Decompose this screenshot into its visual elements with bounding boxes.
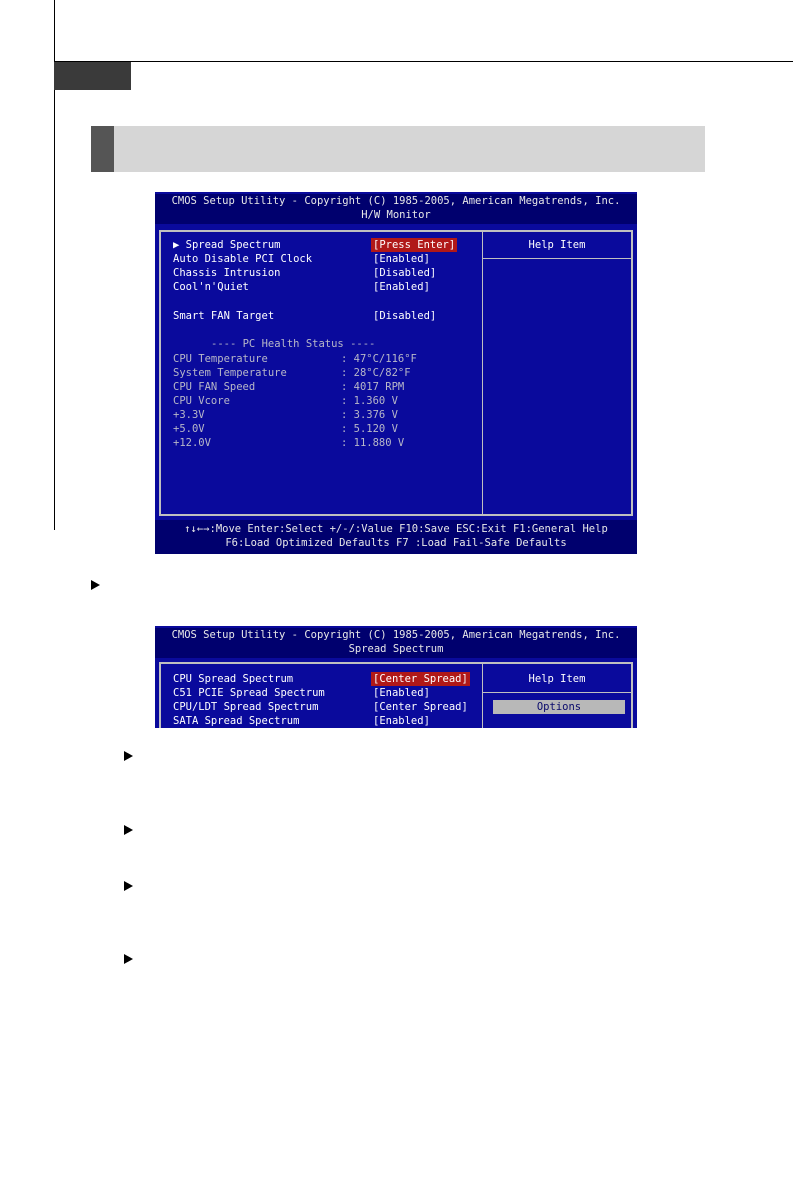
bios-screen-spread-spectrum [155, 626, 637, 728]
health-value: : 4017 RPM [341, 381, 405, 393]
bios-title-bar [155, 628, 637, 658]
spread-spectrum-value[interactable]: [Press Enter] [373, 239, 456, 251]
cpu-ldt-spread-spectrum-value[interactable]: [Center Spread] [373, 701, 468, 713]
health-value: : 1.360 V [341, 395, 398, 407]
bios-title: CMOS Setup Utility - Copyright (C) 1985-2005, American Megatrends, Inc. [171, 195, 621, 207]
bullet-arrow-icon [124, 954, 133, 964]
bios-key-help-bar [155, 520, 637, 554]
options-label: Options [493, 700, 625, 714]
health-value: : 28°C/82°F [341, 367, 411, 379]
smart-fan-target-value[interactable]: [Disabled] [373, 310, 437, 322]
help-title-divider [483, 258, 631, 259]
bullet-arrow-icon [124, 751, 133, 761]
health-label: CPU FAN Speed [173, 381, 256, 393]
health-label: CPU Vcore [173, 395, 230, 407]
bullet-arrow-icon [124, 825, 133, 835]
health-value: : 3.376 V [341, 409, 398, 421]
health-value: : 5.120 V [341, 423, 398, 435]
menu-item-c51-pcie-spread-spectrum[interactable]: C51 PCIE Spread Spectrum [173, 687, 325, 699]
bios-title: CMOS Setup Utility - Copyright (C) 1985-2005, American Megatrends, Inc. [171, 629, 621, 641]
menu-item-sata-spread-spectrum[interactable]: SATA Spread Spectrum [173, 715, 300, 727]
health-label: +12.0V [173, 437, 211, 449]
page-tab-marker [54, 62, 131, 90]
health-label: +3.3V [173, 409, 205, 421]
cool-n-quiet-value[interactable]: [Enabled] [373, 281, 430, 293]
cpu-spread-spectrum-value[interactable]: [Center Spread] [373, 673, 468, 685]
help-item-title: Help Item [528, 239, 586, 251]
help-divider [482, 232, 483, 514]
health-label: +5.0V [173, 423, 205, 435]
health-label: CPU Temperature [173, 353, 268, 365]
chassis-intrusion-value[interactable]: [Disabled] [373, 267, 437, 279]
key-help-line-2: F6:Load Optimized Defaults F7 :Load Fail-Safe Defaults [225, 537, 567, 549]
menu-item-spread-spectrum[interactable]: ▶ Spread Spectrum [173, 239, 281, 251]
health-label: System Temperature [173, 367, 287, 379]
help-item-title: Help Item [528, 673, 586, 685]
menu-item-chassis-intrusion[interactable]: Chassis Intrusion [173, 267, 281, 279]
pc-health-status-header: ---- PC Health Status ---- [211, 338, 376, 350]
menu-item-auto-disable-pci-clock[interactable]: Auto Disable PCI Clock [173, 253, 313, 265]
bios-subtitle: Spread Spectrum [348, 643, 444, 655]
health-value: : 11.880 V [341, 437, 405, 449]
section-banner-tab [91, 126, 114, 172]
c51-pcie-spread-spectrum-value[interactable]: [Enabled] [373, 687, 430, 699]
bullet-arrow-icon [124, 881, 133, 891]
help-title-divider [483, 692, 631, 693]
header-rule [54, 61, 793, 62]
section-banner [91, 126, 705, 172]
auto-disable-pci-clock-value[interactable]: [Enabled] [373, 253, 430, 265]
bios-title-bar [155, 194, 637, 224]
menu-item-cpu-ldt-spread-spectrum[interactable]: CPU/LDT Spread Spectrum [173, 701, 319, 713]
menu-item-smart-fan-target[interactable]: Smart FAN Target [173, 310, 275, 322]
bios-screen-hw-monitor [155, 192, 637, 554]
menu-item-cool-n-quiet[interactable]: Cool'n'Quiet [173, 281, 249, 293]
bullet-arrow-icon [91, 580, 100, 590]
sata-spread-spectrum-value[interactable]: [Enabled] [373, 715, 430, 727]
key-help-line-1: ↑↓←→:Move Enter:Select +/-/:Value F10:Save ESC:Exit F1:General Help [184, 523, 608, 535]
health-value: : 47°C/116°F [341, 353, 417, 365]
menu-item-cpu-spread-spectrum[interactable]: CPU Spread Spectrum [173, 673, 294, 685]
bios-subtitle: H/W Monitor [361, 209, 431, 221]
